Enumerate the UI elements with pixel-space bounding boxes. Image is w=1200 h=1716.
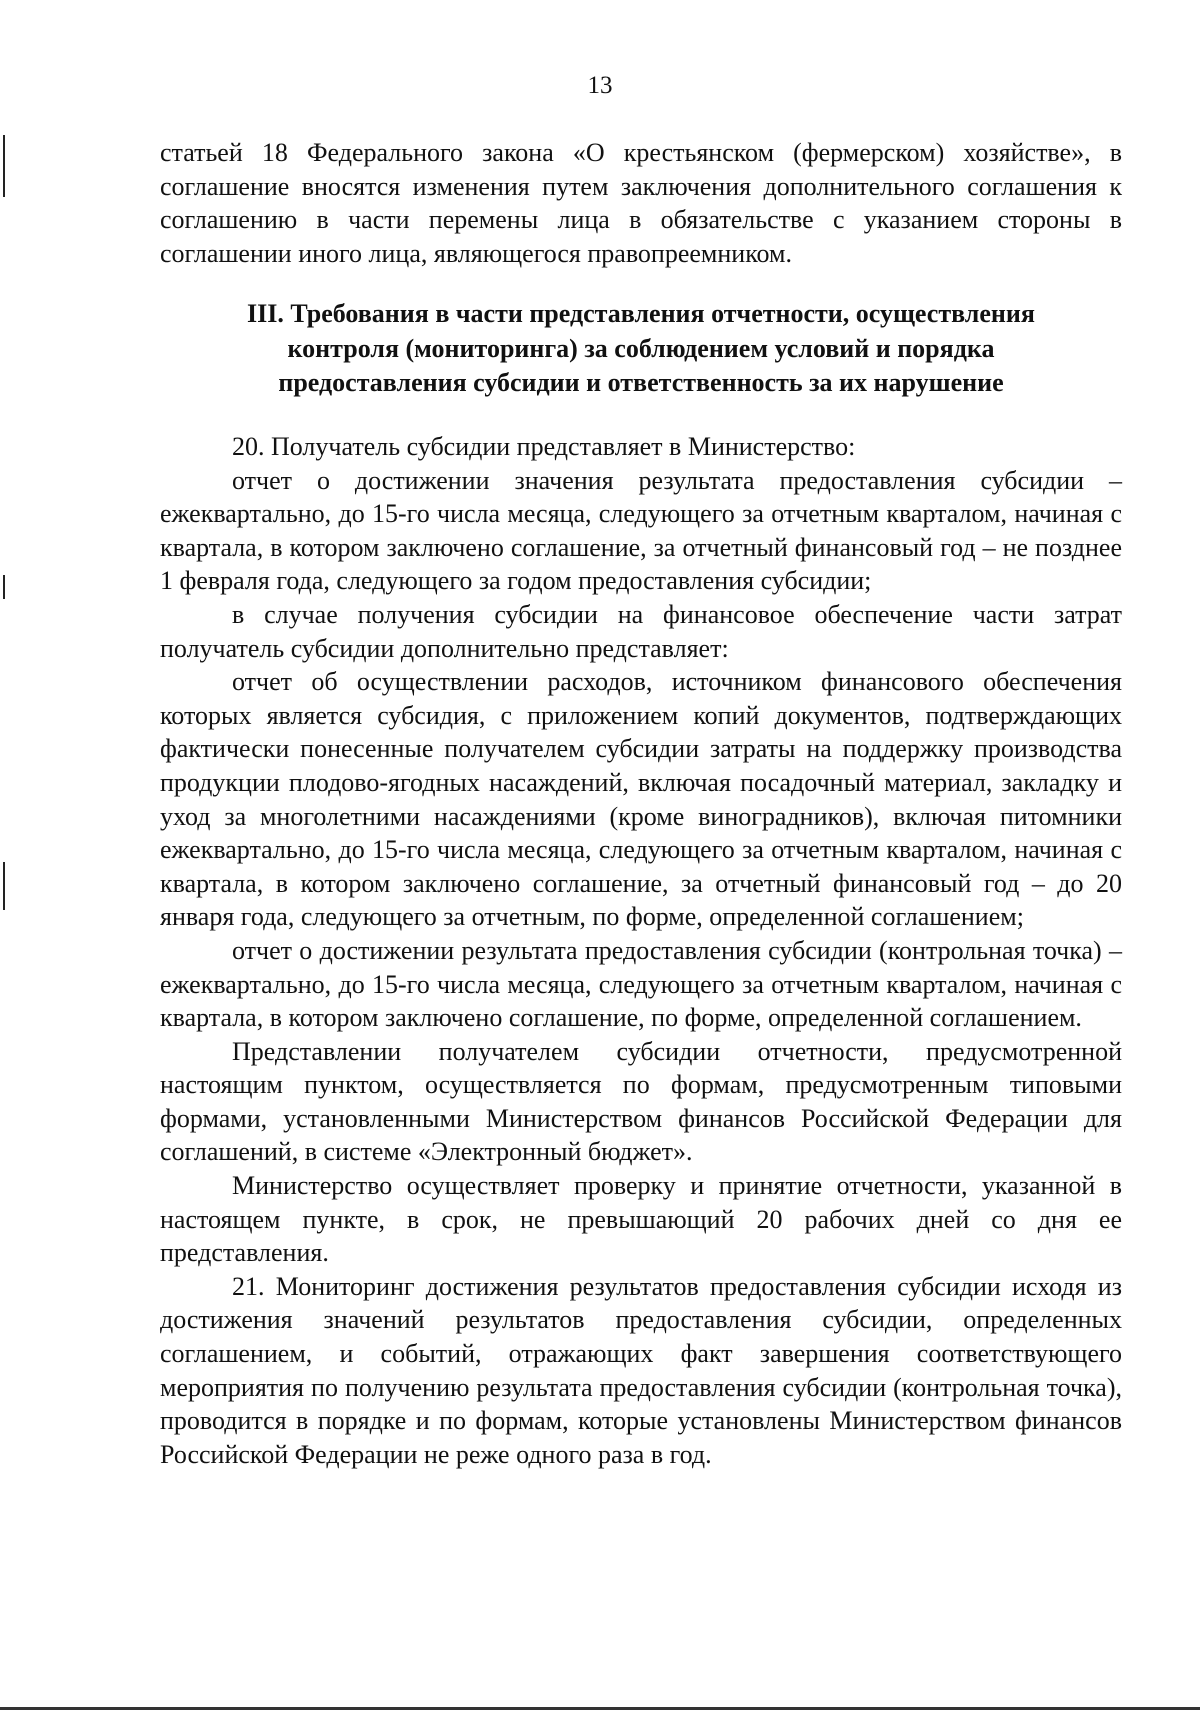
paragraph-checkpoint-report: отчет о достижении результата предоставления субсидии (контрольная точка) – ежеквартально, до 15-го числа месяца, следующего за отчетным кварталом, начиная с квартала, в котором заключено соглашение, по форме, определенной соглашением. (160, 935, 1122, 1033)
scan-margin-mark (3, 575, 5, 599)
paragraph-report-forms: Представлении получателем субсидии отчетности, предусмотренной настоящим пунктом, осуществляется по формам, предусмотренным типовыми формами, установленными Министерством финансов Российской Федерации для соглашений, в системе «Электронный бюджет». (160, 1036, 1122, 1167)
section-heading-line: III. Требования в части представления отчетности, осуществления (247, 299, 1035, 328)
section-heading-line: предоставления субсидии и ответственность за их нарушение (278, 368, 1004, 397)
section-body (160, 430, 1122, 1471)
paragraph-expense-report: отчет об осуществлении расходов, источником финансового обеспечения которых является субсидия, с приложением копий документов, подтверждающих фактически понесенные получателем субсидии затраты на поддержку производства продукции плодово-ягодных насаждений, включая посадочный материал, закладку и уход за многолетними насаждениями (кроме виноградников), включая питомники ежеквартально, до 15-го числа месяца, следующего за отчетным кварталом, начиная с квартала, в котором заключено соглашение, за отчетный финансовый год – до 20 января года, следующего за отчетным, по форме, определенной соглашением; (160, 667, 1122, 932)
section-heading-line: контроля (мониторинга) за соблюдением условий и порядка (287, 333, 995, 363)
paragraph-item-20: 20. Получатель субсидии представляет в Министерство: (232, 432, 856, 461)
section-heading (160, 297, 1122, 401)
paragraph-item-21: 21. Мониторинг достижения результатов предоставления субсидии исходя из достижения значений результатов предоставления субсидии, определенных соглашением, и событий, отражающих факт завершения соответствующего мероприятия по получению результата предоставления субсидии (контрольная точка), проводится в порядке и по формам, которые установлены Министерством финансов Российской Федерации не реже одного раза в год. (160, 1271, 1122, 1469)
paragraph-ministry-check: Министерство осуществляет проверку и принятие отчетности, указанной в настоящем пункте, в срок, не превышающий 20 рабочих дней со дня ее представления. (160, 1171, 1122, 1268)
intro-paragraph (160, 136, 1122, 270)
page-number: 13 (587, 72, 613, 99)
scan-margin-mark (3, 135, 5, 197)
scan-margin-mark (3, 862, 5, 910)
scan-bottom-edge (0, 1707, 1200, 1710)
paragraph-report-results: отчет о достижении значения результата предоставления субсидии – ежеквартально, до 15-го числа месяца, следующего за отчетным кварталом, начиная с квартала, в котором заключено соглашение, за отчетный финансовый год – не позднее 1 февраля года, следующего за годом предоставления субсидии; (160, 465, 1122, 596)
paragraph-cost-financing: в случае получения субсидии на финансовое обеспечение части затрат получатель субсидии дополнительно представляет: (160, 599, 1122, 663)
intro-text: статьей 18 Федерального закона «О крестьянском (фермерском) хозяйстве», в соглашение вносятся изменения путем заключения дополнительного соглашения к соглашению в части перемены лица в обязательстве с указанием стороны в соглашении иного лица, являющегося правопреемником. (160, 138, 1122, 268)
